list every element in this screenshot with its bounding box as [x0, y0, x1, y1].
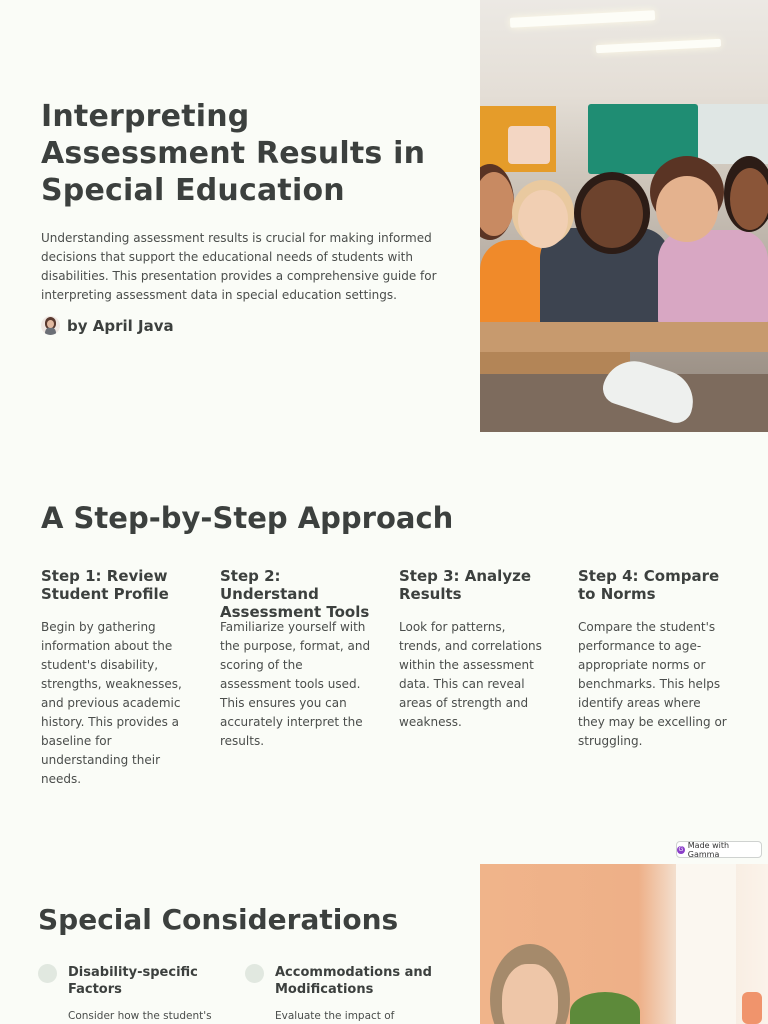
- author-byline: [41, 316, 174, 335]
- classroom-photo: [480, 0, 768, 432]
- step-card-1: [41, 567, 193, 786]
- step-card-2: [220, 567, 372, 748]
- presentation-title: Interpreting Assessment Results in Special Education: [41, 99, 426, 208]
- author-avatar: [41, 316, 60, 335]
- step-title: Step 2: Understand Assessment Tools: [220, 567, 370, 621]
- step-card-4: [578, 567, 730, 748]
- presentation-description: Understanding assessment results is crucial for making informed decisions that support the educational needs of students with disabilities. This presentation provides a comprehensive guide for interpreting assessment data in special education settings.: [41, 231, 437, 302]
- consideration-body: Evaluate the impact of: [275, 1010, 395, 1022]
- special-considerations-heading: Special Considerations: [38, 903, 399, 936]
- bullet-circle-icon: [38, 964, 57, 983]
- consideration-body: Consider how the student's: [68, 1010, 212, 1022]
- step-body: Compare the student's performance to age-appropriate norms or benchmarks. This helps identify areas where they may be excelling or struggling.: [578, 620, 727, 748]
- gamma-logo-icon: G: [678, 845, 684, 853]
- badge-label: Made with Gamma: [687, 840, 730, 859]
- author-name: by April Java: [67, 316, 174, 335]
- step-title: Step 1: Review Student Profile: [41, 567, 169, 603]
- step-title: Step 4: Compare to Norms: [578, 567, 720, 603]
- bullet-circle-icon: [245, 964, 264, 983]
- step-title: Step 3: Analyze Results: [399, 567, 531, 603]
- steps-heading: A Step-by-Step Approach: [41, 501, 454, 535]
- teacher-photo: [480, 864, 768, 1024]
- consideration-title: Accommodations and Modifications: [275, 965, 432, 997]
- made-with-gamma-badge[interactable]: [676, 841, 762, 858]
- step-body: Look for patterns, trends, and correlations within the assessment data. This can reveal areas of strength and weakness.: [399, 620, 542, 729]
- step-body: Familiarize yourself with the purpose, format, and scoring of the assessment tools used. This ensures you can accurately interpret the results.: [220, 620, 371, 748]
- step-body: Begin by gathering information about the student's disability, strengths, weaknesses, and previous academic history. This provides a baseline for understanding their needs.: [41, 620, 182, 786]
- step-card-3: [399, 567, 551, 729]
- consideration-title: Disability-specific Factors: [68, 965, 198, 997]
